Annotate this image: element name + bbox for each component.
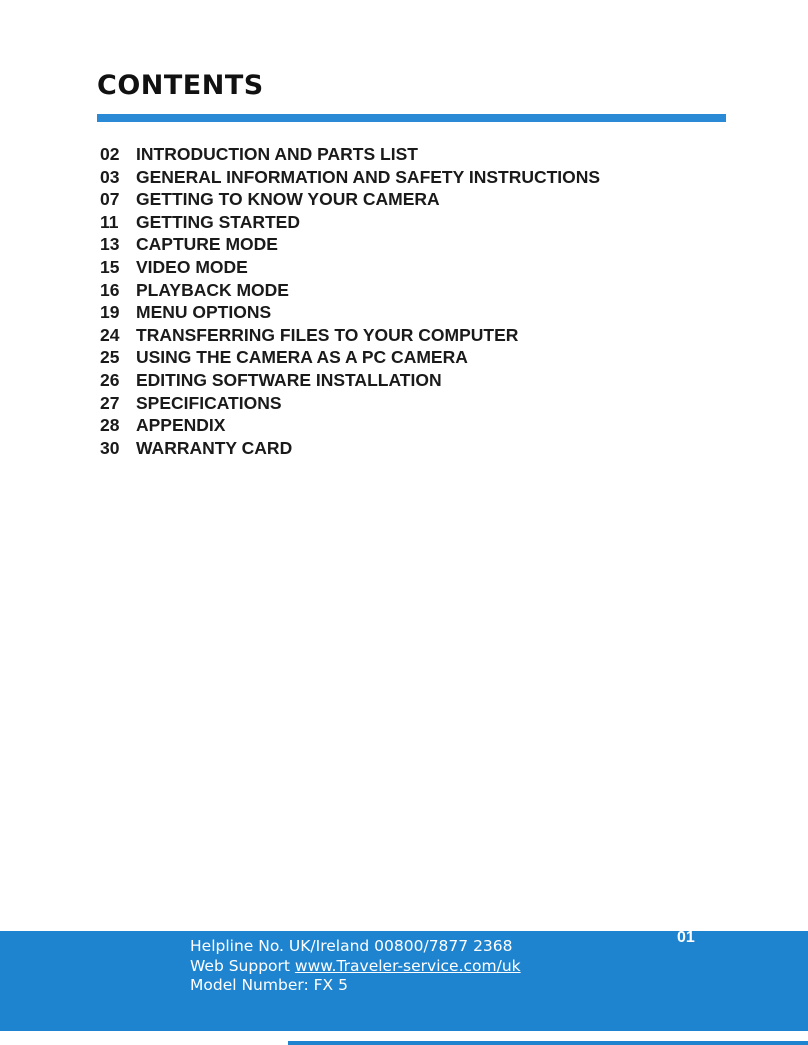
toc-entry xyxy=(100,392,600,415)
footer-band xyxy=(0,931,808,1031)
toc-page-number: 19 xyxy=(100,302,120,323)
toc-entry xyxy=(100,437,600,460)
toc-entry xyxy=(100,256,600,279)
toc-label: GETTING STARTED xyxy=(136,211,300,232)
toc-entry xyxy=(100,301,600,324)
toc-entry xyxy=(100,414,600,437)
toc-label: MENU OPTIONS xyxy=(136,302,272,323)
toc-label: SPECIFICATIONS xyxy=(136,392,282,413)
toc-label: EDITING SOFTWARE INSTALLATION xyxy=(136,369,442,390)
toc-page-number: 27 xyxy=(100,392,120,413)
toc-label: CAPTURE MODE xyxy=(136,234,278,255)
toc-page-number: 28 xyxy=(100,415,120,436)
toc-label: GETTING TO KNOW YOUR CAMERA xyxy=(136,189,440,210)
toc-page-number: 26 xyxy=(100,369,120,390)
toc-entry xyxy=(100,188,600,211)
toc-entry xyxy=(100,233,600,256)
toc-page-number: 15 xyxy=(100,256,120,277)
web-support-label: Web Support xyxy=(190,956,295,975)
model-number-text: Model Number: FX 5 xyxy=(190,976,348,994)
toc-entry xyxy=(100,279,600,302)
toc-label: PLAYBACK MODE xyxy=(136,279,289,300)
toc-label: INTRODUCTION AND PARTS LIST xyxy=(136,144,418,164)
toc-entry xyxy=(100,211,600,234)
page-number: 01 xyxy=(677,929,695,946)
toc-entry xyxy=(100,346,600,369)
web-support-line xyxy=(190,957,521,977)
table-of-contents xyxy=(100,143,600,459)
toc-label: GENERAL INFORMATION AND SAFETY INSTRUCTIONS xyxy=(136,166,601,187)
toc-label: TRANSFERRING FILES TO YOUR COMPUTER xyxy=(136,324,519,345)
toc-page-number: 13 xyxy=(100,234,120,255)
footer-contact-block xyxy=(190,937,521,996)
toc-page-number: 30 xyxy=(100,437,120,458)
web-support-link[interactable]: www.Traveler-service.com/uk xyxy=(294,956,521,975)
toc-label: VIDEO MODE xyxy=(136,256,248,277)
toc-label: WARRANTY CARD xyxy=(136,437,293,458)
toc-entry xyxy=(100,166,600,189)
toc-label: APPENDIX xyxy=(136,415,226,436)
bottom-accent-bar xyxy=(288,1041,808,1045)
helpline-text: Helpline No. UK/Ireland 00800/7877 2368 xyxy=(190,937,513,955)
toc-entry xyxy=(100,369,600,392)
toc-page-number: 16 xyxy=(100,279,120,300)
toc-entry xyxy=(100,143,600,166)
toc-page-number: 03 xyxy=(100,166,120,187)
toc-page-number: 11 xyxy=(100,211,119,232)
title-underline-rule xyxy=(97,114,726,122)
page-title: CONTENTS xyxy=(97,70,264,101)
toc-page-number: 07 xyxy=(100,189,120,210)
toc-page-number: 25 xyxy=(100,347,120,368)
toc-entry xyxy=(100,324,600,347)
toc-label: USING THE CAMERA AS A PC CAMERA xyxy=(136,347,468,368)
toc-page-number: 24 xyxy=(100,324,120,345)
toc-page-number: 02 xyxy=(100,144,120,164)
